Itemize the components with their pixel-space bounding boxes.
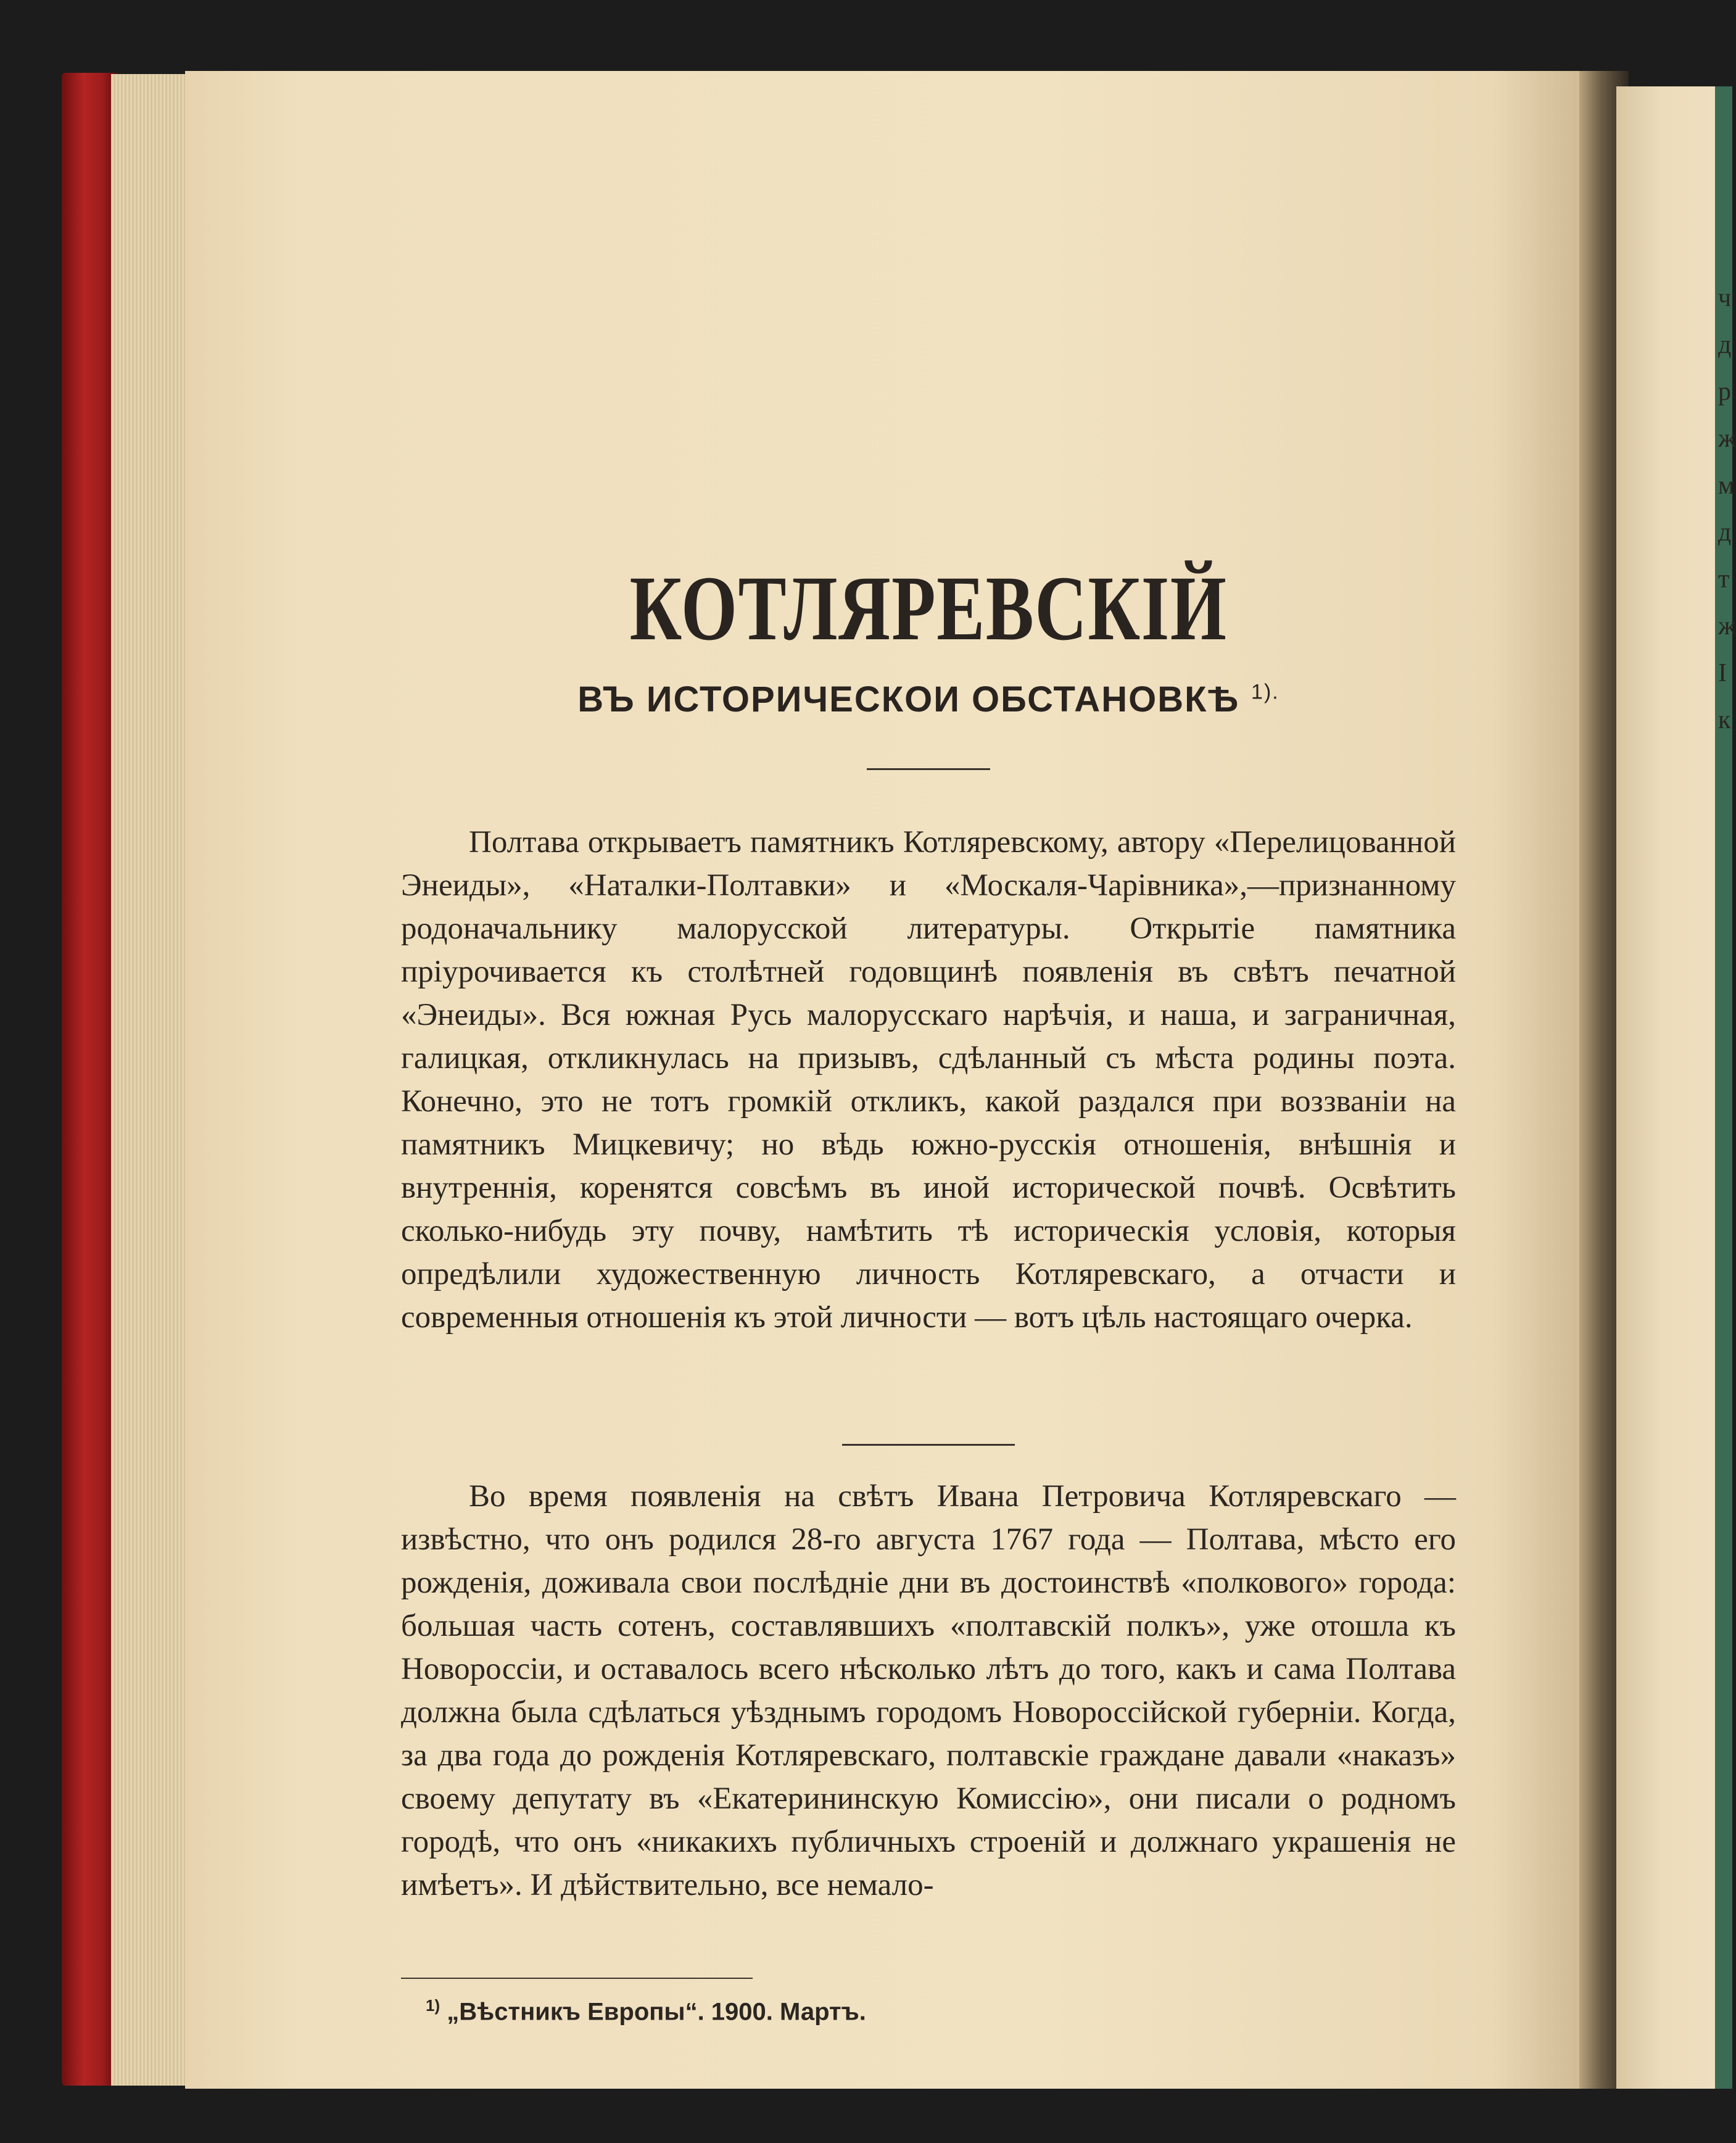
- section-divider: [842, 1444, 1015, 1446]
- facing-letter: д: [1718, 518, 1732, 547]
- paragraph-2: [401, 1475, 1456, 1907]
- facing-letter: т: [1718, 565, 1730, 594]
- paragraph-2-text: Во время появленія на свѣтъ Ивана Петровича Котляревскаго — извѣстно, что онъ родился 28-го августа 1767 года — Полтава, мѣсто его рожденія, доживала свои послѣдніе дни въ достоинствѣ «полкового» города: большая часть сотенъ, составлявшихъ «полтавскій полкъ», уже отошла къ Новороссіи, и оставалось всего нѣсколько лѣтъ до того, какъ и сама Полтава должна была сдѣлаться уѣзднымъ городомъ Новороссійской губерніи. Когда, за два года до рожденія Котляревскаго, полтавскіе граждане давали «наказъ» своему депутату въ «Екатерининскую Комиссію», они писали о родномъ городѣ, что онъ «никакихъ публичныхъ строеній и должнаго украшенія не имѣетъ». И дѣйствительно, все немало-: [401, 1479, 1456, 1902]
- page-stack-edge: [111, 74, 197, 2086]
- subtitle-footnote-marker: 1).: [1251, 680, 1279, 704]
- facing-letter: к: [1718, 706, 1731, 734]
- subtitle-text: ВЪ ИСТОРИЧЕСКОИ ОБСТАНОВКѢ: [577, 679, 1240, 719]
- facing-letter: І: [1718, 659, 1727, 687]
- book-cover-edge: [62, 73, 117, 2086]
- article-subtitle: [401, 679, 1456, 720]
- facing-letter: ж: [1718, 425, 1736, 453]
- facing-letter: д: [1718, 331, 1732, 359]
- paragraph-1: [401, 821, 1456, 1339]
- footnote-marker: 1): [426, 1996, 440, 2015]
- paragraph-1-text: Полтава открываетъ памятникъ Котляревскому, автору «Перелицованной Энеиды», «Наталки-Полтавки» и «Москаля-Чарівника»,—признанному родоначальнику малорусской литературы. Открытіе памятника пріурочивается къ столѣтней годовщинѣ появленія въ свѣтъ печатной «Энеиды». Вся южная Русь малорусскаго нарѣчія, и наша, и заграничная, галицкая, откликнулась на призывъ, сдѣланный съ мѣста родины поэта. Конечно, это не тотъ громкій откликъ, какой раздался при воззваніи на памятникъ Мицкевичу; но вѣдь южно-русскія отношенія, внѣшнія и внутреннія, коренятся совсѣмъ въ иной исторической почвѣ. Освѣтить сколько-нибудь эту почву, намѣтить тѣ историческія условія, которыя опредѣлили художественную личность Котляревскаго, а отчасти и современныя отношенія къ этой личности — вотъ цѣль настоящаго очерка.: [401, 825, 1456, 1335]
- facing-page-text: [1718, 275, 1736, 744]
- article-title: КОТЛЯРЕВСКІЙ: [629, 557, 1228, 660]
- facing-letter: м: [1718, 471, 1735, 500]
- title-divider: [867, 768, 990, 770]
- facing-letter: р: [1718, 378, 1731, 406]
- facing-letter: ч: [1718, 284, 1732, 312]
- facing-letter: ж: [1718, 612, 1736, 640]
- footnote-text: „Вѣстникъ Европы“. 1900. Мартъ.: [447, 1998, 866, 2026]
- footnote: [426, 1996, 866, 2026]
- footnote-divider: [401, 1978, 753, 1979]
